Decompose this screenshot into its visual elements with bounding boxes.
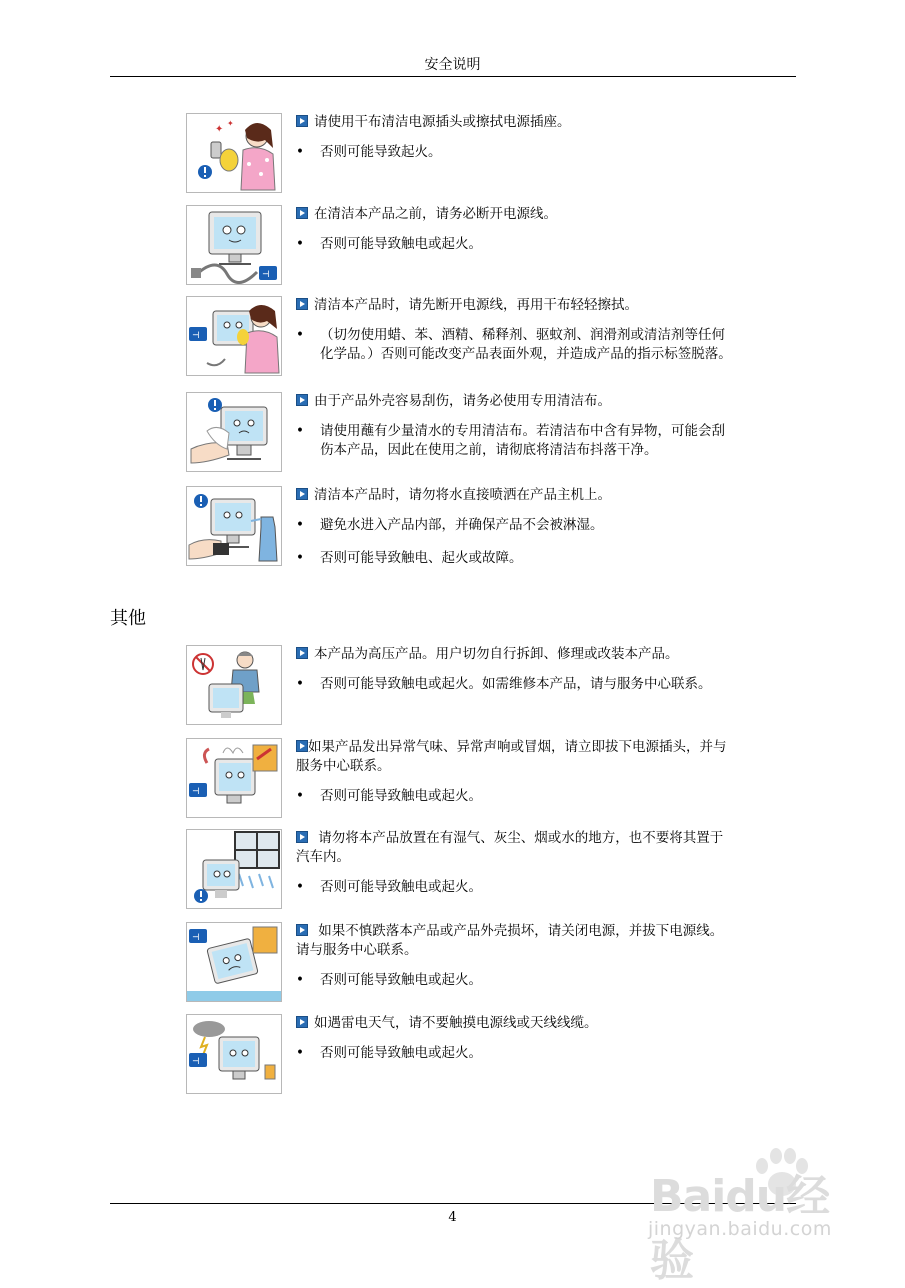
- play-marker-icon: [296, 394, 308, 406]
- play-marker-icon: [296, 115, 308, 127]
- bullet-item: • 否则可能导致触电或起火。: [296, 235, 734, 254]
- illustration-thunderstorm: [186, 1014, 282, 1094]
- svg-text:⊣: ⊣: [192, 787, 200, 797]
- bullet-item: • 请使用蘸有少量清水的专用清洁布。若清洁布中含有异物，可能会刮伤本产品，因此在使用之前，请彻底将清洁布抖落干净。: [296, 422, 734, 460]
- item-heading: 如遇雷电天气，请不要触摸电源线或天线线缆。: [296, 1014, 734, 1033]
- svg-text:✦: ✦: [215, 124, 224, 135]
- illustration-smoke: [186, 738, 282, 818]
- illustration-no-water-spray: [186, 486, 282, 566]
- illustration-dry-cloth: [186, 296, 282, 376]
- bullet-item: • 避免水进入产品内部，并确保产品不会被淋湿。: [296, 516, 734, 535]
- item-heading: 在清洁本产品之前，请务必断开电源线。: [296, 205, 734, 224]
- header-rule: [110, 76, 796, 77]
- item-heading: 本产品为高压产品。用户切勿自行拆卸、修理或改装本产品。: [296, 645, 734, 664]
- bullet-item: • 否则可能导致触电或起火。: [296, 787, 734, 806]
- play-marker-icon: [296, 647, 308, 659]
- play-marker-icon: [296, 740, 308, 752]
- item-heading: 由于产品外壳容易刮伤，请务必使用专用清洁布。: [296, 392, 734, 411]
- svg-text:⊣: ⊣: [192, 1057, 200, 1067]
- bullet-item: • 否则可能导致触电或起火。: [296, 878, 734, 897]
- bullet-item: • 否则可能导致触电或起火。如需维修本产品，请与服务中心联系。: [296, 675, 734, 694]
- illustration-special-cloth: [186, 392, 282, 472]
- illustration-unplug-before-cleaning: [186, 205, 282, 285]
- watermark-logo: Baidu经验: [650, 1171, 830, 1286]
- section-title-other: 其他: [110, 608, 146, 629]
- bullet-item: • （切勿使用蜡、苯、酒精、稀释剂、驱蚊剂、润滑剂或清洁剂等任何化学品。）否则可能改变产品表面外观，并造成产品的指示标签脱落。: [296, 326, 734, 364]
- svg-text:⊣: ⊣: [192, 933, 200, 943]
- watermark-url: jingyan.baidu.com: [648, 1218, 832, 1240]
- svg-text:✦: ✦: [227, 119, 234, 128]
- baidu-watermark: [640, 1142, 870, 1286]
- play-marker-icon: [296, 1016, 308, 1028]
- item-heading: 请使用干布清洁电源插头或擦拭电源插座。: [296, 113, 734, 132]
- illustration-dropped: [186, 922, 282, 1002]
- svg-text:⊣: ⊣: [192, 331, 200, 341]
- bullet-item: • 否则可能导致触电或起火。: [296, 971, 734, 990]
- illustration-cleaning-plug: [186, 113, 282, 193]
- play-marker-icon: [296, 207, 308, 219]
- bullet-item: • 否则可能导致触电、起火或故障。: [296, 549, 734, 568]
- bullet-item: • 否则可能导致起火。: [296, 143, 734, 162]
- bullet-item: • 否则可能导致触电或起火。: [296, 1044, 734, 1063]
- item-heading: 清洁本产品时，请先断开电源线，再用干布轻轻擦拭。: [296, 296, 734, 315]
- play-marker-icon: [296, 924, 308, 936]
- item-heading: 清洁本产品时，请勿将水直接喷洒在产品主机上。: [296, 486, 734, 505]
- svg-text:⊣: ⊣: [262, 270, 270, 280]
- illustration-high-voltage: [186, 645, 282, 725]
- play-marker-icon: [296, 298, 308, 310]
- item-heading: 请勿将本产品放置在有湿气、灰尘、烟或水的地方，也不要将其置于汽车内。: [296, 830, 724, 865]
- illustration-moisture: [186, 829, 282, 909]
- item-heading: 如果产品发出异常气味、异常声响或冒烟，请立即拔下电源插头，并与服务中心联系。: [296, 739, 727, 774]
- play-marker-icon: [296, 488, 308, 500]
- play-marker-icon: [296, 831, 308, 843]
- page-number: 4: [448, 1210, 457, 1225]
- page-header-title: 安全说明: [424, 57, 481, 73]
- item-heading: 如果不慎跌落本产品或产品外壳损坏，请关闭电源，并拔下电源线。请与服务中心联系。: [296, 923, 724, 958]
